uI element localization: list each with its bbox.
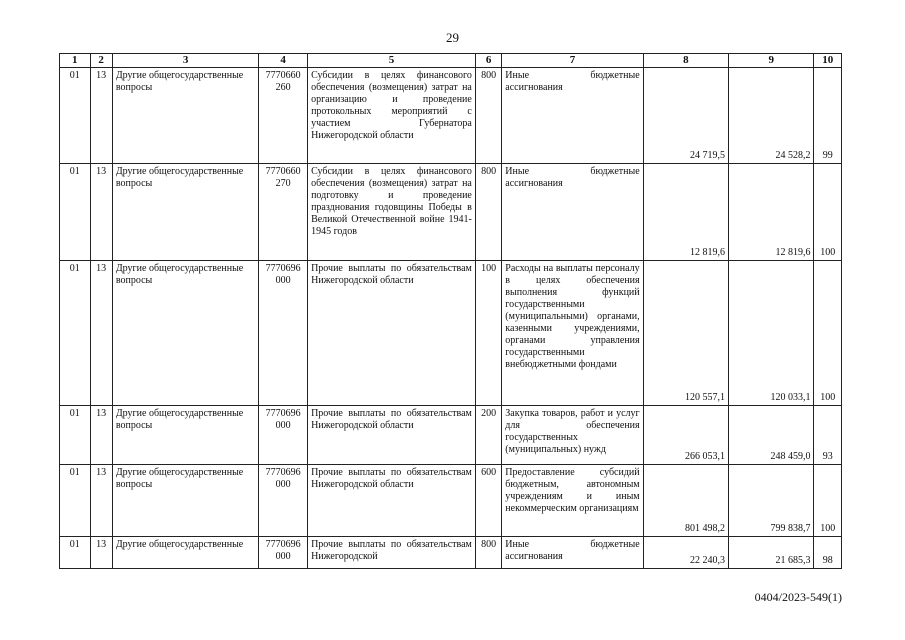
cell-percent: 98 xyxy=(814,536,842,568)
cell-planned: 12 819,6 xyxy=(643,164,728,260)
cell-expense-type: 800 xyxy=(475,536,501,568)
cell-section-name: Другие общегосударственные вопросы xyxy=(112,68,258,164)
cell-executed: 24 528,2 xyxy=(729,68,814,164)
cell-expense-type: 600 xyxy=(475,464,501,536)
cell-section: 01 xyxy=(60,260,91,406)
cell-subsection: 13 xyxy=(90,536,112,568)
cell-article-name: Прочие выплаты по обязательствам Нижегородской области xyxy=(308,260,476,406)
col-header-5: 5 xyxy=(308,54,476,68)
header-row xyxy=(60,54,842,68)
table-row xyxy=(60,464,842,536)
cell-expense-name: Иные бюджетные ассигнования xyxy=(502,68,643,164)
table-row xyxy=(60,260,842,406)
table-row xyxy=(60,406,842,464)
cell-target-article: 7770660 260 xyxy=(259,68,308,164)
cell-article-name: Субсидии в целях финансового обеспечения (возмещения) затрат на организацию и проведение протокольных мероприятий с участием Губернатора Нижегородской области xyxy=(308,68,476,164)
cell-executed: 120 033,1 xyxy=(729,260,814,406)
col-header-4: 4 xyxy=(259,54,308,68)
cell-expense-name: Иные бюджетные ассигнования xyxy=(502,164,643,260)
cell-expense-type: 100 xyxy=(475,260,501,406)
cell-subsection: 13 xyxy=(90,68,112,164)
cell-section: 01 xyxy=(60,164,91,260)
col-header-1: 1 xyxy=(60,54,91,68)
cell-subsection: 13 xyxy=(90,464,112,536)
table-row xyxy=(60,536,842,568)
cell-subsection: 13 xyxy=(90,406,112,464)
cell-section: 01 xyxy=(60,536,91,568)
cell-section: 01 xyxy=(60,464,91,536)
cell-executed: 248 459,0 xyxy=(729,406,814,464)
cell-section: 01 xyxy=(60,406,91,464)
cell-planned: 22 240,3 xyxy=(643,536,728,568)
cell-subsection: 13 xyxy=(90,260,112,406)
cell-article-name: Прочие выплаты по обязательствам Нижегородской области xyxy=(308,464,476,536)
cell-percent: 100 xyxy=(814,164,842,260)
cell-expense-name: Расходы на выплаты персоналу в целях обеспечения выполнения функций государственными (муниципальными) органами, казенными учреждениями, органами управления государственными внебюджетными фондами xyxy=(502,260,643,406)
table-row xyxy=(60,164,842,260)
cell-planned: 266 053,1 xyxy=(643,406,728,464)
table-row xyxy=(60,68,842,164)
cell-expense-name: Предоставление субсидий бюджетным, автономным учреждениям и иным некоммерческим организациям xyxy=(502,464,643,536)
cell-target-article: 7770696 000 xyxy=(259,464,308,536)
cell-target-article: 7770660 270 xyxy=(259,164,308,260)
cell-section-name: Другие общегосударственные вопросы xyxy=(112,406,258,464)
col-header-10: 10 xyxy=(814,54,842,68)
col-header-7: 7 xyxy=(502,54,643,68)
cell-expense-type: 800 xyxy=(475,164,501,260)
cell-target-article: 7770696 000 xyxy=(259,536,308,568)
col-header-2: 2 xyxy=(90,54,112,68)
cell-section: 01 xyxy=(60,68,91,164)
col-header-9: 9 xyxy=(729,54,814,68)
cell-planned: 120 557,1 xyxy=(643,260,728,406)
cell-target-article: 7770696 000 xyxy=(259,406,308,464)
col-header-6: 6 xyxy=(475,54,501,68)
cell-planned: 801 498,2 xyxy=(643,464,728,536)
cell-percent: 100 xyxy=(814,260,842,406)
document-code: 0404/2023-549(1) xyxy=(754,590,842,604)
cell-expense-type: 800 xyxy=(475,68,501,164)
cell-executed: 799 838,7 xyxy=(729,464,814,536)
cell-percent: 93 xyxy=(814,406,842,464)
cell-executed: 21 685,3 xyxy=(729,536,814,568)
col-header-8: 8 xyxy=(643,54,728,68)
cell-executed: 12 819,6 xyxy=(729,164,814,260)
cell-section-name: Другие общегосударственные xyxy=(112,536,258,568)
cell-expense-name: Иные бюджетные ассигнования xyxy=(502,536,643,568)
cell-percent: 99 xyxy=(814,68,842,164)
cell-expense-name: Закупка товаров, работ и услуг для обеспечения государственных (муниципальных) нужд xyxy=(502,406,643,464)
cell-article-name: Прочие выплаты по обязательствам Нижегородской xyxy=(308,536,476,568)
cell-article-name: Прочие выплаты по обязательствам Нижегородской области xyxy=(308,406,476,464)
cell-section-name: Другие общегосударственные вопросы xyxy=(112,260,258,406)
cell-expense-type: 200 xyxy=(475,406,501,464)
cell-section-name: Другие общегосударственные вопросы xyxy=(112,164,258,260)
cell-article-name: Субсидии в целях финансового обеспечения (возмещения) затрат на подготовку и проведение празднования годовщины Победы в Великой Отечественной войне 1941-1945 годов xyxy=(308,164,476,260)
cell-subsection: 13 xyxy=(90,164,112,260)
cell-percent: 100 xyxy=(814,464,842,536)
budget-table xyxy=(59,53,842,569)
cell-section-name: Другие общегосударственные вопросы xyxy=(112,464,258,536)
cell-planned: 24 719,5 xyxy=(643,68,728,164)
col-header-3: 3 xyxy=(112,54,258,68)
page-number: 29 xyxy=(446,30,459,45)
cell-target-article: 7770696 000 xyxy=(259,260,308,406)
